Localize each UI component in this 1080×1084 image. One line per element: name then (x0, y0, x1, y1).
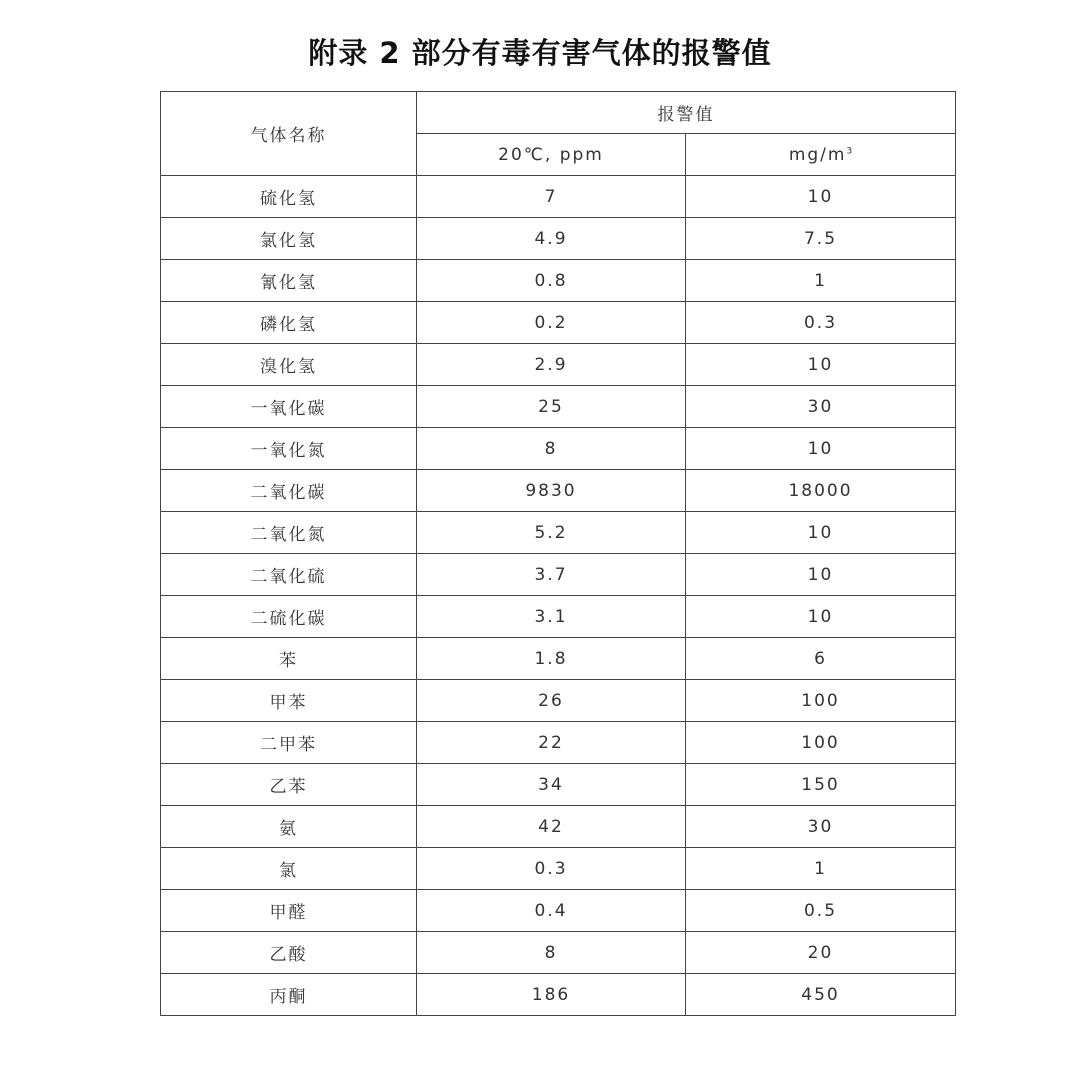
gas-name-cell: 溴化氢 (161, 344, 417, 386)
gas-name-cell: 二甲苯 (161, 722, 417, 764)
table-row (161, 386, 956, 428)
gas-name-cell: 二硫化碳 (161, 596, 417, 638)
ppm-value-cell: 8 (417, 932, 686, 974)
table-row (161, 764, 956, 806)
gas-name-cell: 二氧化氮 (161, 512, 417, 554)
header-alarm-value: 报警值 (417, 92, 956, 134)
header-ppm: 20℃, ppm (417, 134, 686, 176)
gas-name-cell: 氨 (161, 806, 417, 848)
mg-value-cell: 100 (686, 680, 956, 722)
gas-name-cell: 二氧化硫 (161, 554, 417, 596)
ppm-value-cell: 34 (417, 764, 686, 806)
ppm-value-cell: 8 (417, 428, 686, 470)
table-row (161, 554, 956, 596)
ppm-value-cell: 186 (417, 974, 686, 1016)
gas-name-cell: 硫化氢 (161, 176, 417, 218)
gas-name-cell: 乙酸 (161, 932, 417, 974)
header-mg-sup: 3 (846, 145, 853, 156)
mg-value-cell: 450 (686, 974, 956, 1016)
header-gas-name: 气体名称 (161, 92, 417, 176)
ppm-value-cell: 1.8 (417, 638, 686, 680)
ppm-value-cell: 2.9 (417, 344, 686, 386)
table-row (161, 680, 956, 722)
header-row-1 (161, 92, 956, 134)
gas-name-cell: 一氧化碳 (161, 386, 417, 428)
ppm-value-cell: 4.9 (417, 218, 686, 260)
table-row (161, 638, 956, 680)
ppm-value-cell: 26 (417, 680, 686, 722)
page-title: 附录 2 部分有毒有害气体的报警值 (308, 36, 772, 70)
gas-name-cell: 一氧化氮 (161, 428, 417, 470)
gas-name-cell: 二氧化碳 (161, 470, 417, 512)
ppm-value-cell: 0.2 (417, 302, 686, 344)
gas-name-cell: 甲苯 (161, 680, 417, 722)
mg-value-cell: 30 (686, 386, 956, 428)
mg-value-cell: 18000 (686, 470, 956, 512)
ppm-value-cell: 3.1 (417, 596, 686, 638)
table-row (161, 428, 956, 470)
table-row (161, 218, 956, 260)
header-mg-per-m3 (686, 134, 956, 176)
table-row (161, 848, 956, 890)
ppm-value-cell: 5.2 (417, 512, 686, 554)
mg-value-cell: 1 (686, 848, 956, 890)
table-row (161, 176, 956, 218)
mg-value-cell: 6 (686, 638, 956, 680)
table-row (161, 722, 956, 764)
gas-name-cell: 乙苯 (161, 764, 417, 806)
mg-value-cell: 30 (686, 806, 956, 848)
table-row (161, 596, 956, 638)
table-row (161, 260, 956, 302)
mg-value-cell: 20 (686, 932, 956, 974)
table-row (161, 932, 956, 974)
alarm-values-table (160, 91, 956, 1016)
mg-value-cell: 10 (686, 428, 956, 470)
table-row (161, 470, 956, 512)
gas-name-cell: 丙酮 (161, 974, 417, 1016)
ppm-value-cell: 3.7 (417, 554, 686, 596)
table-row (161, 512, 956, 554)
table-body (161, 176, 956, 1016)
mg-value-cell: 7.5 (686, 218, 956, 260)
mg-value-cell: 1 (686, 260, 956, 302)
table-row (161, 974, 956, 1016)
mg-value-cell: 10 (686, 554, 956, 596)
mg-value-cell: 0.3 (686, 302, 956, 344)
mg-value-cell: 10 (686, 344, 956, 386)
mg-value-cell: 10 (686, 176, 956, 218)
table-row (161, 806, 956, 848)
table-row (161, 344, 956, 386)
mg-value-cell: 150 (686, 764, 956, 806)
ppm-value-cell: 9830 (417, 470, 686, 512)
mg-value-cell: 10 (686, 596, 956, 638)
gas-name-cell: 苯 (161, 638, 417, 680)
gas-name-cell: 氰化氢 (161, 260, 417, 302)
header-mg-base: mg/m (788, 144, 847, 165)
ppm-value-cell: 0.8 (417, 260, 686, 302)
gas-name-cell: 甲醛 (161, 890, 417, 932)
ppm-value-cell: 7 (417, 176, 686, 218)
mg-value-cell: 0.5 (686, 890, 956, 932)
gas-name-cell: 氯 (161, 848, 417, 890)
mg-value-cell: 10 (686, 512, 956, 554)
ppm-value-cell: 42 (417, 806, 686, 848)
ppm-value-cell: 0.3 (417, 848, 686, 890)
ppm-value-cell: 25 (417, 386, 686, 428)
table-row (161, 890, 956, 932)
table-header (161, 92, 956, 176)
gas-name-cell: 氯化氢 (161, 218, 417, 260)
table-row (161, 302, 956, 344)
gas-name-cell: 磷化氢 (161, 302, 417, 344)
ppm-value-cell: 0.4 (417, 890, 686, 932)
mg-value-cell: 100 (686, 722, 956, 764)
ppm-value-cell: 22 (417, 722, 686, 764)
